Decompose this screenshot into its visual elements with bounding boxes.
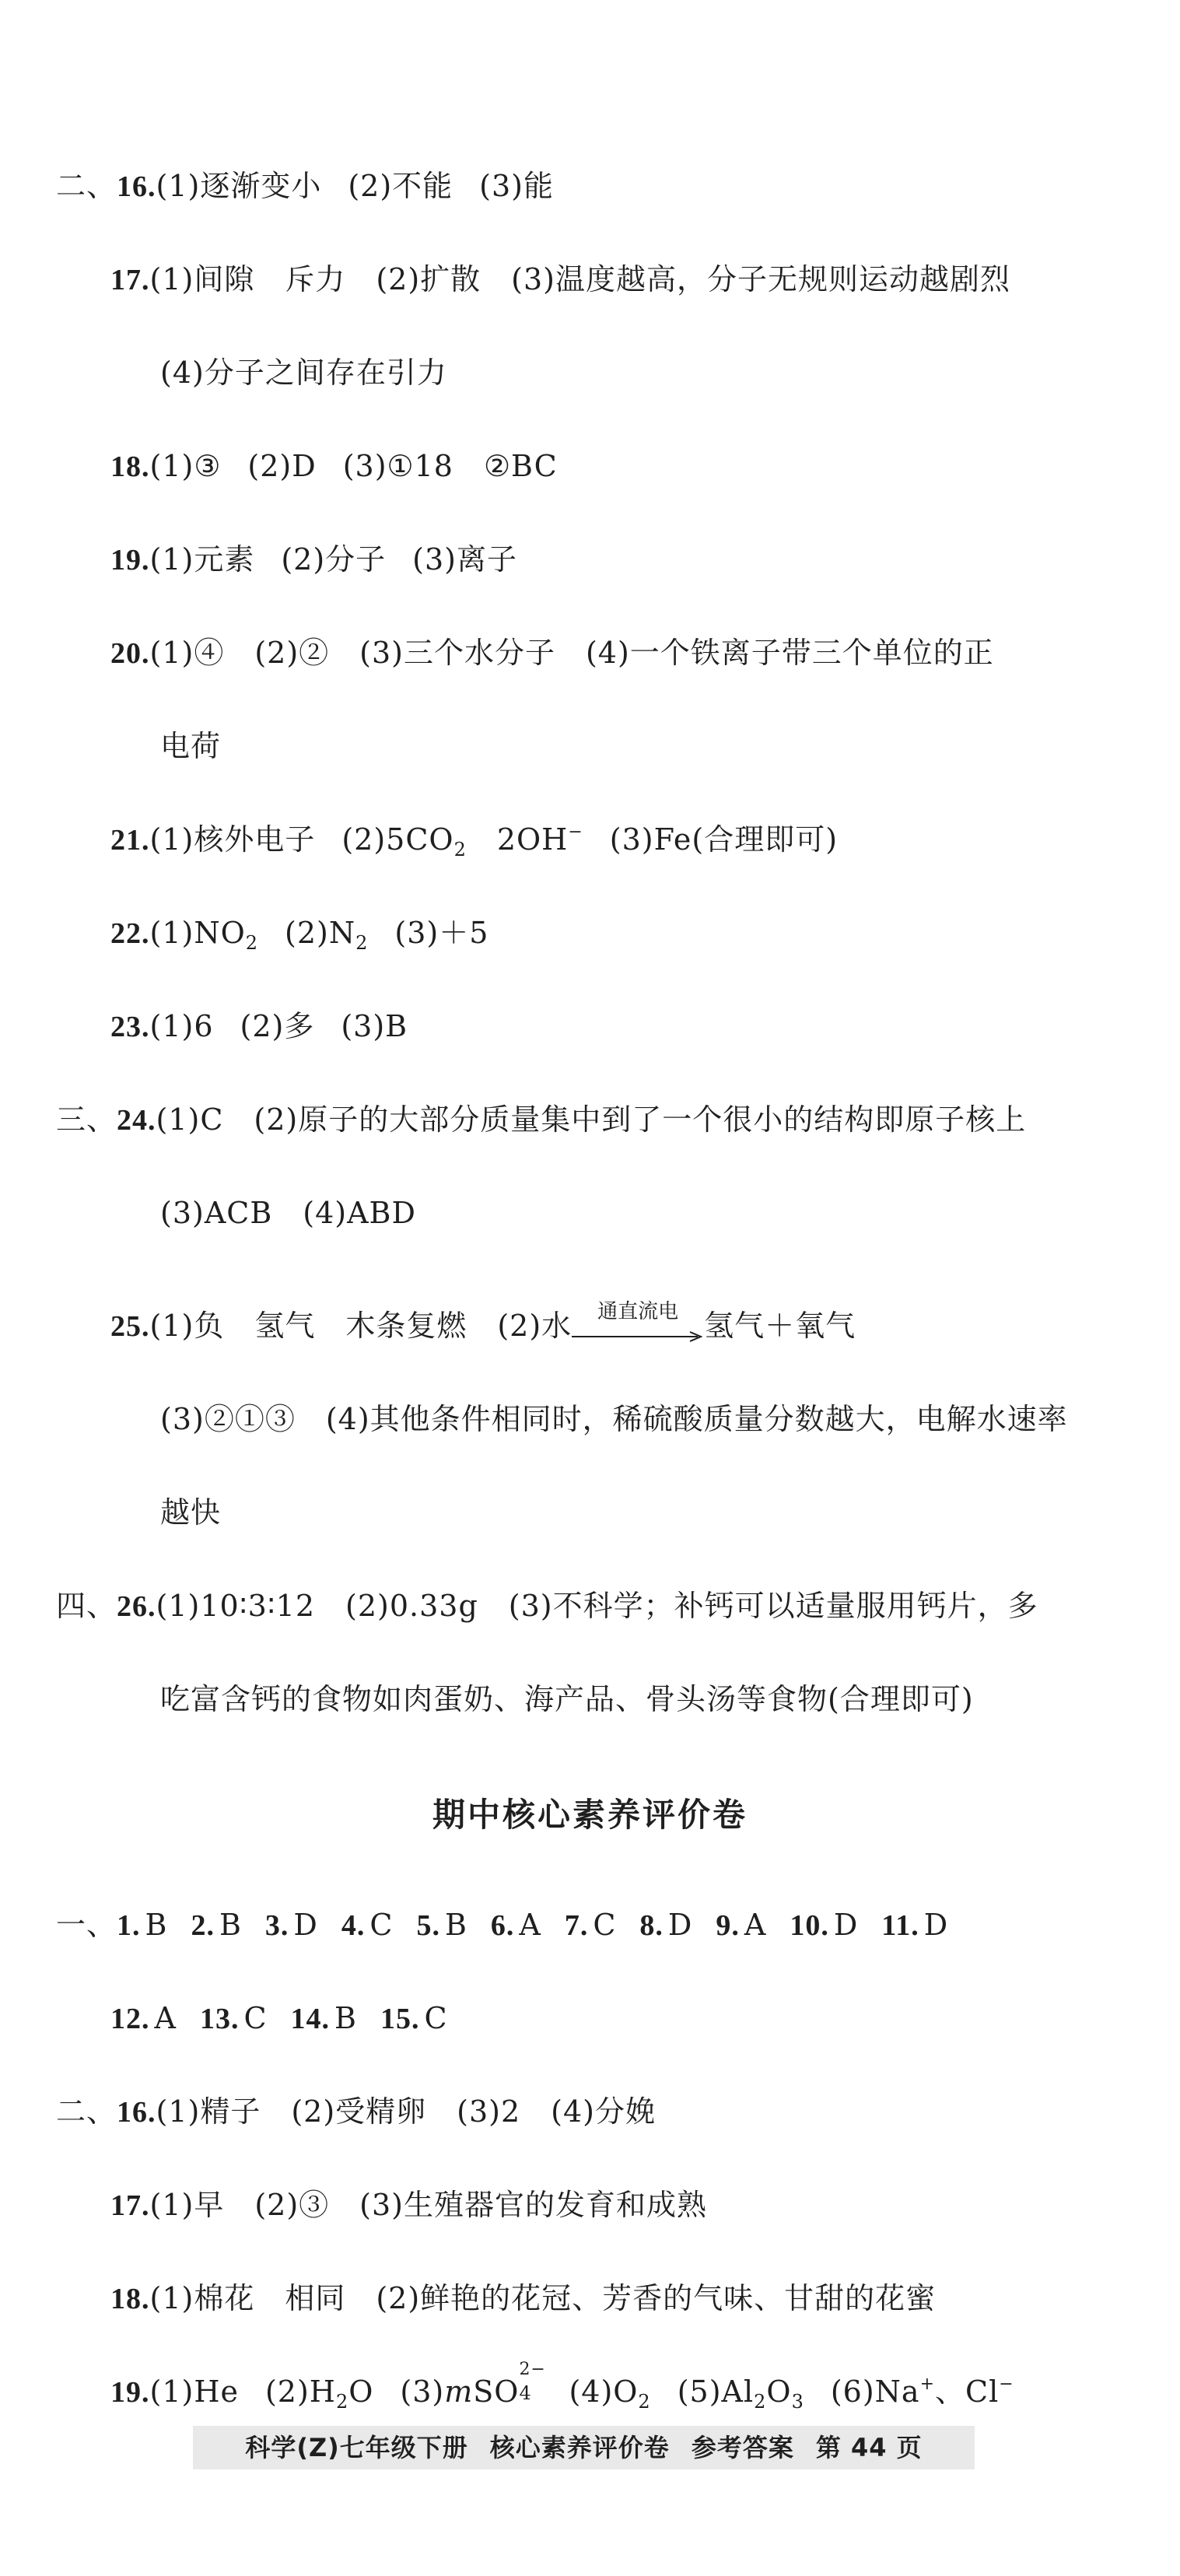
question-number: 21. bbox=[110, 824, 150, 857]
mc-question-number: 14. bbox=[290, 2003, 331, 2035]
question-number: 23. bbox=[110, 1011, 150, 1043]
subscript: 2 bbox=[335, 2391, 349, 2413]
answer-text: (1)C (2)原子的大部分质量集中到了一个很小的结构即原子核上 bbox=[156, 1102, 1027, 1137]
mc-question-number: 8. bbox=[639, 1909, 664, 1942]
question-number: 25. bbox=[110, 1310, 150, 1343]
answer-part: (1)NO bbox=[149, 916, 246, 950]
answer-part: (3)Fe(合理即可) bbox=[609, 822, 839, 857]
answer-q26-line2 bbox=[160, 1681, 974, 1718]
page-number: 第 44 页 bbox=[815, 2433, 923, 2462]
mc-question-number: 3. bbox=[264, 1909, 289, 1942]
answer-part: (6)Na bbox=[830, 2374, 920, 2409]
answer-text: (4)分子之间存在引力 bbox=[160, 356, 447, 390]
question-number: 26. bbox=[117, 1590, 156, 1623]
subscript: 2 bbox=[453, 839, 467, 860]
right-arrow-icon bbox=[572, 1330, 704, 1343]
answer-part: O bbox=[766, 2374, 792, 2409]
answer-part: (1)He bbox=[149, 2374, 239, 2409]
answer-part: (1)③ bbox=[149, 449, 222, 483]
answer-text: (1)棉花 相同 (2)鲜艳的花冠、芳香的气味、甘甜的花蜜 bbox=[149, 2281, 937, 2315]
mc-answer: D bbox=[833, 1908, 859, 1942]
answer-q20-line1 bbox=[110, 634, 994, 672]
page-footer bbox=[193, 2426, 975, 2469]
footer-series: 核心素养评价卷 bbox=[489, 2433, 670, 2462]
answer-part: (1)逐渐变小 bbox=[156, 169, 322, 203]
subscript: 3 bbox=[791, 2391, 804, 2413]
answer-part: O bbox=[348, 2374, 374, 2409]
section-prefix: 三、 bbox=[56, 1102, 117, 1137]
mc-question-number: 7. bbox=[564, 1909, 589, 1942]
answer-q25-line2 bbox=[160, 1400, 1068, 1438]
answer-q19 bbox=[110, 541, 517, 579]
answer-part: (3)mSO bbox=[400, 2374, 520, 2409]
answer-q16 bbox=[56, 167, 554, 205]
answer-part: (2)D bbox=[247, 449, 317, 483]
mc-answer: D bbox=[923, 1908, 949, 1942]
mc-answer: A bbox=[154, 2001, 177, 2035]
answer-text: 氢气＋氧气 bbox=[704, 1309, 856, 1343]
mc-answers-line2 bbox=[110, 1999, 471, 2038]
mc-question-number: 10. bbox=[790, 1909, 829, 1942]
mc-question-number: 11. bbox=[881, 1909, 919, 1942]
mc-question-number: 9. bbox=[716, 1909, 740, 1942]
answer-q17-line2 bbox=[160, 354, 447, 391]
mc-answer: B bbox=[444, 1908, 467, 1942]
question-number: 17. bbox=[110, 2189, 150, 2222]
mc-answer: B bbox=[334, 2001, 357, 2035]
mc-answer: B bbox=[145, 1908, 168, 1942]
reaction-arrow bbox=[572, 1299, 704, 1344]
answer-text: 越快 bbox=[160, 1495, 222, 1530]
superscript: + bbox=[919, 2374, 936, 2394]
midterm-answer-q18 bbox=[110, 2280, 936, 2318]
answer-part: (3)＋5 bbox=[394, 916, 489, 950]
section-prefix: 一、 bbox=[56, 1908, 117, 1942]
answer-q24-line1 bbox=[56, 1101, 1026, 1139]
question-number: 16. bbox=[117, 170, 156, 203]
mc-question-number: 2. bbox=[191, 1909, 215, 1942]
superscript: − bbox=[999, 2374, 1014, 2394]
answer-part: (2)不能 bbox=[348, 169, 453, 203]
answer-text: (1)负 氢气 木条复燃 (2)水 bbox=[149, 1309, 572, 1343]
answer-text: 电荷 bbox=[160, 729, 222, 763]
midterm-answer-q17 bbox=[110, 2186, 707, 2224]
answer-part: (4)O bbox=[569, 2374, 639, 2409]
mc-question-number: 5. bbox=[416, 1909, 440, 1942]
mc-answers-line1 bbox=[56, 1906, 972, 1944]
question-number: 20. bbox=[110, 637, 150, 670]
midterm-answer-q19 bbox=[110, 2360, 1014, 2413]
section-prefix: 二、 bbox=[56, 169, 117, 203]
mc-question-number: 12. bbox=[110, 2003, 150, 2035]
answer-q26-line1 bbox=[56, 1587, 1038, 1625]
question-number: 18. bbox=[110, 2283, 150, 2315]
question-number: 16. bbox=[117, 2096, 156, 2129]
mc-question-number: 4. bbox=[341, 1909, 366, 1942]
mc-answer: A bbox=[744, 1908, 767, 1942]
answer-part: 、Cl bbox=[935, 2374, 1000, 2409]
section-prefix: 四、 bbox=[56, 1589, 117, 1623]
answer-text: 吃富含钙的食物如肉蛋奶、海产品、骨头汤等食物(合理即可) bbox=[160, 1682, 974, 1716]
answer-part: (5)Al bbox=[677, 2374, 755, 2409]
mc-answer: C bbox=[424, 2001, 448, 2035]
subscript: 2 bbox=[245, 932, 259, 954]
answer-part: (3)离子 bbox=[412, 542, 517, 577]
section-prefix: 二、 bbox=[56, 2094, 117, 2129]
answer-q18 bbox=[110, 447, 558, 485]
answer-part: (2)H bbox=[264, 2374, 336, 2409]
question-number: 24. bbox=[117, 1104, 156, 1137]
answer-part: (2)多 bbox=[240, 1009, 315, 1043]
question-number: 19. bbox=[110, 544, 150, 577]
subscript: 2 bbox=[355, 932, 369, 954]
midterm-answer-q16 bbox=[56, 2093, 656, 2131]
question-number: 19. bbox=[110, 2376, 150, 2409]
answer-part: (1)核外电子 bbox=[149, 822, 316, 857]
subscript: 2 bbox=[638, 2391, 651, 2413]
answer-part: (3)能 bbox=[479, 169, 554, 203]
mc-answer: C bbox=[593, 1908, 617, 1942]
mc-question-number: 1. bbox=[117, 1909, 141, 1942]
answer-text: (3)②①③ (4)其他条件相同时，稀硫酸质量分数越大，电解水速率 bbox=[160, 1402, 1068, 1436]
answer-text: (1)10∶3∶12 (2)0.33g (3)不科学；补钙可以适量服用钙片，多 bbox=[156, 1589, 1038, 1623]
answer-q24-line2 bbox=[160, 1194, 416, 1232]
footer-book-title: 科学(Z)七年级下册 bbox=[245, 2433, 468, 2462]
mc-answer: D bbox=[293, 1908, 318, 1942]
answer-text: (1)④ (2)② (3)三个水分子 (4)一个铁离子带三个单位的正 bbox=[149, 636, 994, 670]
answer-q20-line2 bbox=[160, 727, 221, 765]
mc-answer: B bbox=[219, 1908, 242, 1942]
answer-q22 bbox=[110, 914, 488, 952]
answer-q25-line1 bbox=[110, 1299, 856, 1345]
mc-answer: A bbox=[519, 1908, 541, 1942]
mc-question-number: 15. bbox=[380, 2003, 420, 2035]
mc-question-number: 13. bbox=[199, 2003, 240, 2035]
answer-q21 bbox=[110, 821, 838, 859]
answer-part: (2)N bbox=[285, 916, 356, 950]
answer-text: (3)ACB (4)ABD bbox=[160, 1196, 416, 1230]
answer-part: 2OH bbox=[466, 822, 569, 857]
mc-question-number: 6. bbox=[490, 1909, 515, 1942]
answer-text: (1)早 (2)③ (3)生殖器官的发育和成熟 bbox=[149, 2188, 707, 2222]
answer-q17-line1 bbox=[110, 261, 1010, 299]
reaction-condition: 通直流电 bbox=[597, 1299, 679, 1323]
answer-text: (1)精子 (2)受精卵 (3)2 (4)分娩 bbox=[156, 2094, 657, 2129]
answer-text: (1)间隙 斥力 (2)扩散 (3)温度越高，分子无规则运动越剧烈 bbox=[149, 262, 1010, 296]
answer-part: (3)①18 ②BC bbox=[342, 449, 558, 483]
footer-answers-label: 参考答案 bbox=[691, 2433, 794, 2462]
mc-answer: C bbox=[243, 2001, 268, 2035]
answer-part: (2)5CO bbox=[341, 822, 454, 857]
sub-sup-stack: 2− 4 bbox=[519, 2360, 546, 2404]
answer-part: (1)6 bbox=[149, 1009, 214, 1043]
question-number: 18. bbox=[110, 450, 150, 483]
answer-part: (3)B bbox=[341, 1009, 408, 1043]
subscript: 2 bbox=[754, 2391, 767, 2413]
answer-q23 bbox=[110, 1008, 408, 1046]
answer-part: (2)分子 bbox=[281, 542, 387, 577]
answer-part: (1)元素 bbox=[149, 542, 255, 577]
mc-answer: C bbox=[369, 1908, 394, 1942]
question-number: 22. bbox=[110, 917, 150, 950]
section-title: 期中核心素养评价卷 bbox=[432, 1796, 748, 1834]
answer-q25-line3 bbox=[160, 1494, 221, 1531]
question-number: 17. bbox=[110, 264, 150, 296]
mc-answer: D bbox=[667, 1908, 693, 1942]
superscript: − bbox=[568, 822, 583, 842]
